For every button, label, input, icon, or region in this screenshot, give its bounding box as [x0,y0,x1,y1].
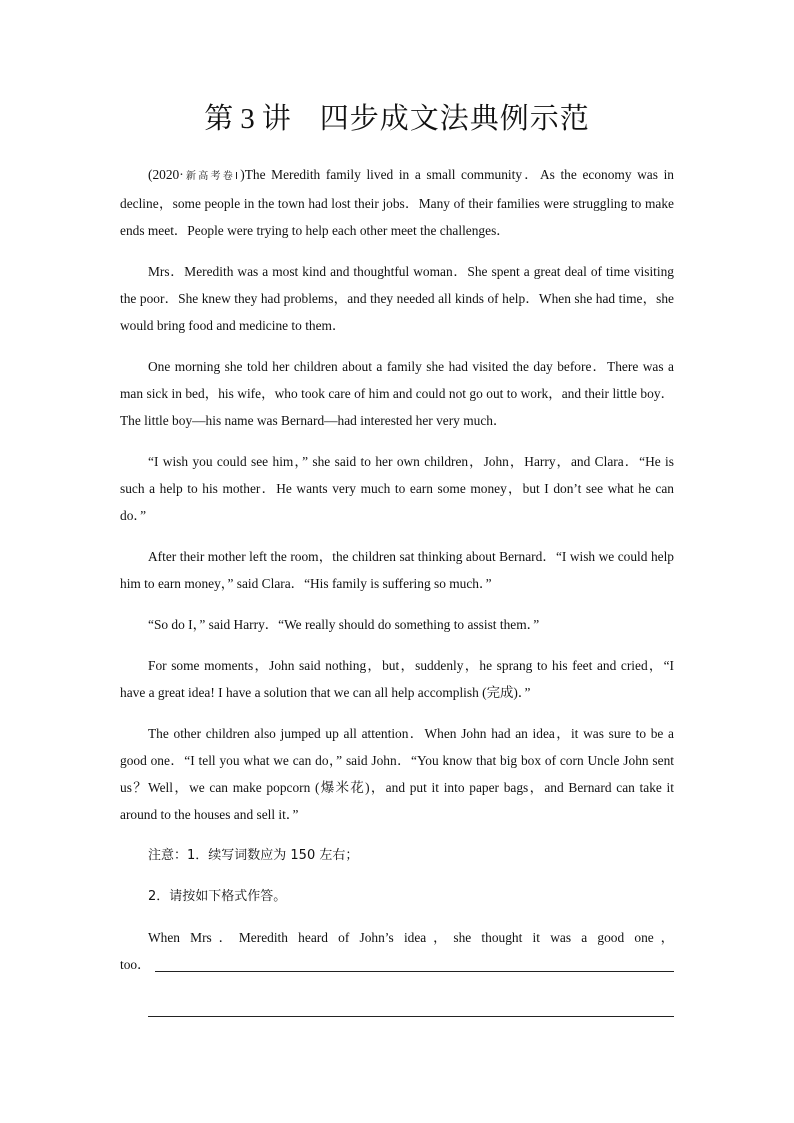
paragraph-8: The other children also jumped up all attention．When John had an idea，it was sure to be a good one．“I tell you what we can do，” said John．“You know that big box of corn Uncle John sent us？Well，we can make popcorn (爆米花)，and put it into paper bags，and Bernard can take it around to the houses and sell it．” [120,726,674,822]
source-close: ) [240,167,245,182]
paragraph-1-text: The Meredith family lived in a small community．As the economy was in decline，some people in the town had lost their jobs．Many of their families were struggling to make ends meet．People were trying to help each other meet the challenges． [120,167,674,238]
paragraph-4: “I wish you could see him，” she said to her own children，John，Harry，and Clara．“He is such a help to his mother．He wants very much to earn some money，but I don’t see what he can do．” [120,454,674,523]
continuation-prompt-end: too． [120,957,151,972]
source-label: 新高考卷Ⅰ [183,171,241,182]
page-title [0,96,794,137]
source-open: (2020· [148,167,184,182]
paragraph-7: For some moments，John said nothing，but，suddenly，he sprang to his feet and cried，“I have a great idea! I have a solution that we can all help accomplish (完成)．” [120,658,674,700]
continuation-first-line [120,951,674,978]
note-word-count: 注意：1．续写词数应为 150 左右； [148,848,359,863]
answer-line-1[interactable] [155,971,674,972]
paragraph-1 [120,161,674,244]
paragraph-6: “So do I，” said Harry．“We really should do something to assist them．” [148,617,540,632]
continuation-prompt: When Mrs．Meredith heard of John’s idea，she thought it was a good one， [148,930,674,945]
paragraph-3: One morning she told her children about a family she had visited the day before．There was a man sick in bed，his wife，who took care of him and could not go out to work，and their little boy．The little boy—his name was Bernard—had interested her very much． [120,359,674,428]
title-number: 3 [240,103,256,135]
document-body [120,161,674,1017]
paragraph-2: Mrs．Meredith was a most kind and thoughtful woman．She spent a great deal of time visiting the poor．She knew they had problems，and they needed all kinds of help．When she had time，she would bring food and medicine to them． [120,264,674,333]
title-prefix: 第 [204,101,235,135]
title-topic: 四步成文法典例示范 [319,101,590,135]
answer-line-2[interactable] [148,978,674,1017]
title-suffix: 讲 [261,101,292,135]
paragraph-5: After their mother left the room，the children sat thinking about Bernard．“I wish we could help him to earn money，” said Clara．“His family is suffering so much．” [120,549,674,591]
note-format: 2．请按如下格式作答。 [148,889,287,904]
